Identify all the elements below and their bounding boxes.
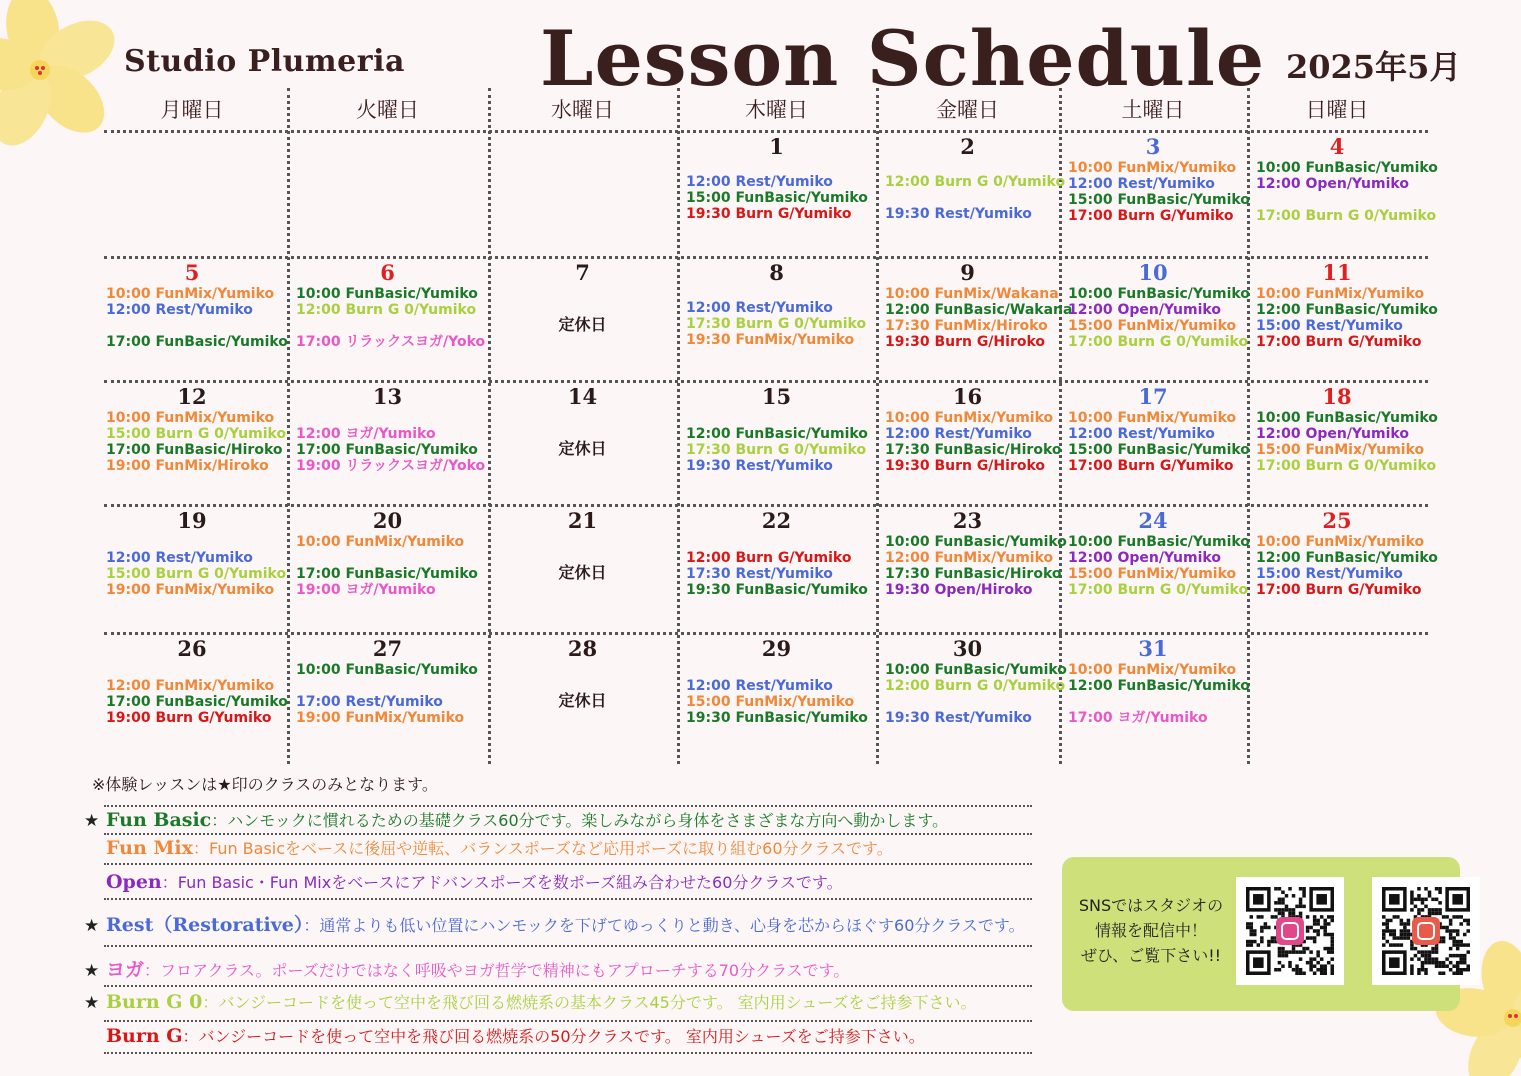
- lesson-entry[interactable]: 12:00 Open/Yumiko: [1068, 550, 1221, 566]
- lesson-entry[interactable]: 12:00 FunMix/Yumiko: [106, 678, 275, 694]
- day-number-16: 16: [952, 384, 983, 409]
- lesson-entry[interactable]: 19:00 ヨガ/Yumiko: [296, 582, 436, 598]
- lesson-entry[interactable]: 12:00 Rest/Yumiko: [106, 550, 253, 566]
- lesson-entry[interactable]: 10:00 FunBasic/Yumiko: [885, 534, 1067, 550]
- day-number-10: 10: [1138, 260, 1168, 285]
- lesson-entry[interactable]: 17:00 FunBasic/Yumiko: [296, 442, 478, 458]
- calendar-icon: [1412, 917, 1440, 945]
- month-label: 2025年5月: [1286, 48, 1462, 86]
- day-number-23: 23: [952, 508, 983, 533]
- lesson-entry[interactable]: 15:00 Burn G 0/Yumiko: [106, 566, 287, 582]
- lesson-entry[interactable]: 17:30 FunBasic/Hiroko: [885, 442, 1062, 458]
- day-number-31: 31: [1138, 636, 1168, 661]
- lesson-entry[interactable]: 19:30 Burn G/Hiroko: [885, 334, 1046, 350]
- day-number-1: 1: [769, 134, 784, 159]
- lesson-entry[interactable]: 10:00 FunMix/Yumiko: [1256, 286, 1425, 302]
- day-number-9: 9: [960, 260, 975, 285]
- lesson-entry[interactable]: 15:00 Rest/Yumiko: [1256, 566, 1403, 582]
- day-number-15: 15: [761, 384, 792, 409]
- lesson-entry[interactable]: 12:00 Open/Yumiko: [1068, 302, 1221, 318]
- lesson-entry[interactable]: 12:00 Rest/Yumiko: [885, 426, 1032, 442]
- legend-class-description: ：Fun Basicをベースに後屈や逆転、バランスポーズなど応用ポーズに取り組む60分クラスです。: [192, 839, 893, 858]
- lesson-entry[interactable]: 12:00 Burn G 0/Yumiko: [885, 678, 1066, 694]
- grid-col-line-3: [876, 88, 879, 764]
- legend-class-name: Rest（Restorative）: [106, 914, 304, 936]
- day-number-4: 4: [1329, 134, 1345, 159]
- lesson-entry[interactable]: 15:00 Rest/Yumiko: [1256, 318, 1403, 334]
- lesson-entry[interactable]: 10:00 FunMix/Yumiko: [296, 534, 465, 550]
- lesson-entry[interactable]: 12:00 Rest/Yumiko: [106, 302, 253, 318]
- lesson-entry[interactable]: 17:00 Burn G/Yumiko: [1068, 458, 1234, 474]
- lesson-entry[interactable]: 17:00 FunBasic/Hiroko: [106, 442, 283, 458]
- lesson-entry[interactable]: 19:30 Rest/Yumiko: [686, 458, 833, 474]
- weekday-header-5: 土曜日: [1121, 98, 1185, 122]
- legend-class-name: Burn G: [106, 1025, 183, 1047]
- lesson-entry[interactable]: 17:00 Burn G/Yumiko: [1256, 334, 1422, 350]
- weekday-header-3: 木曜日: [745, 98, 808, 122]
- grid-row-line-3: [104, 504, 1428, 507]
- lesson-entry[interactable]: 10:00 FunBasic/Yumiko: [1068, 534, 1250, 550]
- calendar-qr-code[interactable]: [1372, 877, 1480, 985]
- legend-divider: [104, 1020, 1032, 1022]
- lesson-entry[interactable]: 15:00 FunBasic/Yumiko: [1068, 442, 1250, 458]
- studio-name: Studio Plumeria: [124, 44, 405, 79]
- lesson-entry[interactable]: 19:30 Burn G/Yumiko: [686, 206, 852, 222]
- weekday-header-4: 金曜日: [936, 98, 999, 122]
- lesson-entry[interactable]: 10:00 FunMix/Wakana: [885, 286, 1059, 302]
- legend-class-name: Burn G 0: [106, 991, 203, 1013]
- trial-star-icon: ★: [84, 961, 100, 981]
- plumeria-flower-top-left: [0, 0, 130, 170]
- lesson-entry[interactable]: 15:00 Burn G 0/Yumiko: [106, 426, 287, 442]
- legend-class-name: Fun Mix: [106, 837, 193, 859]
- lesson-entry[interactable]: 12:00 Rest/Yumiko: [686, 678, 833, 694]
- lesson-entry[interactable]: 17:00 FunBasic/Yumiko: [296, 566, 478, 582]
- lesson-entry[interactable]: 19:30 Burn G/Hiroko: [885, 458, 1046, 474]
- legend-class-description: ：ハンモックに慣れるための基礎クラス60分です。楽しみながら身体をさまざまな方向へ動かします。: [211, 811, 949, 830]
- lesson-entry[interactable]: 12:00 FunBasic/Yumiko: [1256, 550, 1438, 566]
- lesson-entry[interactable]: 10:00 FunBasic/Yumiko: [1068, 286, 1250, 302]
- day-number-11: 11: [1322, 260, 1352, 285]
- instagram-qr-code[interactable]: [1236, 877, 1344, 985]
- lesson-entry[interactable]: 10:00 FunBasic/Yumiko: [1256, 410, 1438, 426]
- lesson-entry[interactable]: 17:00 Burn G/Yumiko: [1256, 582, 1422, 598]
- day-number-25: 25: [1322, 508, 1352, 533]
- lesson-entry[interactable]: 10:00 FunBasic/Yumiko: [885, 662, 1067, 678]
- trial-note: ※体験レッスンは★印のクラスのみとなります。: [92, 775, 438, 794]
- grid-col-line-0: [287, 88, 290, 764]
- legend-class-description: ：通常よりも低い位置にハンモックを下げてゆっくりと動き、心身を芯からほぐす60分クラスです。: [303, 916, 1025, 935]
- day-number-26: 26: [177, 636, 207, 661]
- lesson-entry[interactable]: 10:00 FunMix/Yumiko: [106, 286, 275, 302]
- grid-row-line-2: [104, 380, 1428, 383]
- day-number-2: 2: [960, 134, 975, 159]
- legend-divider: [104, 985, 1032, 987]
- lesson-entry[interactable]: 12:00 Open/Yumiko: [1256, 426, 1409, 442]
- day-number-27: 27: [372, 636, 403, 661]
- legend-class-description: ：バンジーコードを使って空中を飛び回る燃焼系の基本クラス45分です。 室内用シューズをご持参下さい。: [202, 993, 977, 1012]
- grid-col-line-1: [488, 88, 491, 764]
- day-number-8: 8: [769, 260, 784, 285]
- lesson-entry[interactable]: 10:00 FunMix/Yumiko: [1256, 534, 1425, 550]
- lesson-entry[interactable]: 19:30 FunBasic/Yumiko: [686, 582, 868, 598]
- legend-row: [84, 955, 849, 982]
- closed-day-label: 定休日: [558, 691, 607, 710]
- legend-divider: [104, 805, 1032, 807]
- lesson-entry[interactable]: 17:00 Burn G 0/Yumiko: [1068, 334, 1249, 350]
- lesson-entry[interactable]: 15:00 FunMix/Yumiko: [1068, 318, 1237, 334]
- sns-line-3: ぜひ、ご覧下さい!!: [1080, 946, 1222, 965]
- lesson-entry[interactable]: 12:00 Burn G 0/Yumiko: [885, 174, 1066, 190]
- legend-row: [84, 990, 977, 1013]
- lesson-entry[interactable]: 17:00 Burn G 0/Yumiko: [1256, 458, 1437, 474]
- weekday-header-1: 火曜日: [356, 98, 419, 122]
- legend-class-description: ：Fun Basic・Fun Mixをベースにアドバンスポーズを数ポーズ組み合わせた60分クラスです。: [161, 873, 843, 892]
- lesson-entry[interactable]: 10:00 FunBasic/Yumiko: [296, 662, 478, 678]
- day-number-21: 21: [567, 508, 598, 533]
- lesson-entry[interactable]: 19:00 FunMix/Yumiko: [106, 582, 275, 598]
- lesson-entry[interactable]: 12:00 Rest/Yumiko: [1068, 426, 1215, 442]
- lesson-entry[interactable]: 19:30 FunMix/Yumiko: [686, 332, 855, 348]
- legend-row: [84, 808, 948, 831]
- day-number-19: 19: [177, 508, 207, 533]
- lesson-entry[interactable]: 12:00 Rest/Yumiko: [686, 300, 833, 316]
- lesson-entry[interactable]: 12:00 FunBasic/Yumiko: [1256, 302, 1438, 318]
- legend-class-name: Fun Basic: [106, 809, 212, 831]
- day-number-3: 3: [1145, 134, 1161, 159]
- lesson-entry[interactable]: 17:30 Burn G 0/Yumiko: [686, 442, 867, 458]
- closed-day-label: 定休日: [558, 439, 607, 458]
- day-number-7: 7: [575, 260, 590, 285]
- lesson-entry[interactable]: 12:00 FunMix/Yumiko: [885, 550, 1054, 566]
- weekday-header-6: 日曜日: [1305, 98, 1369, 122]
- grid-row-line-1: [104, 256, 1428, 259]
- grid-col-line-2: [677, 88, 680, 764]
- legend-divider: [104, 898, 1032, 900]
- legend-row: [84, 870, 843, 893]
- weekday-header-0: 月曜日: [160, 98, 224, 122]
- lesson-entry[interactable]: 10:00 FunMix/Yumiko: [106, 410, 275, 426]
- legend-row: [84, 836, 893, 859]
- lesson-entry[interactable]: 12:00 Rest/Yumiko: [686, 174, 833, 190]
- trial-star-icon: ★: [84, 811, 100, 831]
- closed-day-label: 定休日: [558, 315, 607, 334]
- legend-class-name: Open: [106, 871, 162, 893]
- lesson-entry[interactable]: 17:00 Burn G/Yumiko: [1068, 208, 1234, 224]
- lesson-entry[interactable]: 12:00 Rest/Yumiko: [1068, 176, 1215, 192]
- lesson-entry[interactable]: 19:30 Rest/Yumiko: [885, 710, 1032, 726]
- lesson-entry[interactable]: 17:00 FunBasic/Yumiko: [106, 694, 288, 710]
- weekday-header-2: 水曜日: [551, 98, 614, 122]
- lesson-entry[interactable]: 10:00 FunBasic/Yumiko: [296, 286, 478, 302]
- sns-line-2: 情報を配信中！: [1094, 921, 1207, 940]
- lesson-entry[interactable]: 17:00 リラックスヨガ/Yoko: [296, 334, 486, 350]
- legend-class-description: ：フロアクラス。ポーズだけではなく呼吸やヨガ哲学で精神にもアプローチする70分クラスです。: [144, 961, 850, 980]
- lesson-entry[interactable]: 17:30 Rest/Yumiko: [686, 566, 833, 582]
- day-number-14: 14: [567, 384, 598, 409]
- lesson-entry[interactable]: 19:30 Open/Hiroko: [885, 582, 1033, 598]
- legend-divider: [104, 945, 1032, 947]
- day-number-29: 29: [761, 636, 792, 661]
- lesson-entry[interactable]: 10:00 FunMix/Yumiko: [1068, 662, 1237, 678]
- lesson-entry[interactable]: 12:00 Open/Yumiko: [1256, 176, 1409, 192]
- lesson-entry[interactable]: 17:00 ヨガ/Yumiko: [1068, 710, 1208, 726]
- day-number-6: 6: [380, 260, 395, 285]
- lesson-entry[interactable]: 15:00 FunMix/Yumiko: [1068, 566, 1237, 582]
- lesson-entry[interactable]: 15:00 FunMix/Yumiko: [1256, 442, 1425, 458]
- day-number-20: 20: [372, 508, 403, 533]
- legend-row: [84, 1024, 925, 1047]
- sns-line-1: SNSではスタジオの: [1078, 896, 1224, 915]
- day-number-18: 18: [1322, 384, 1352, 409]
- lesson-entry[interactable]: 17:30 Burn G 0/Yumiko: [686, 316, 867, 332]
- lesson-entry[interactable]: 17:00 Burn G 0/Yumiko: [1068, 582, 1249, 598]
- lesson-entry[interactable]: 12:00 Burn G/Yumiko: [686, 550, 852, 566]
- sns-text: [1070, 893, 1232, 968]
- lesson-entry[interactable]: 17:00 FunBasic/Yumiko: [106, 334, 288, 350]
- lesson-entry[interactable]: 19:30 Rest/Yumiko: [885, 206, 1032, 222]
- closed-day-label: 定休日: [558, 563, 607, 582]
- legend-class-description: ：バンジーコードを使って空中を飛び回る燃焼系の50分クラスです。 室内用シューズをご持参下さい。: [182, 1027, 925, 1046]
- page-title: Lesson Schedule: [540, 14, 1266, 103]
- trial-star-icon: ★: [84, 916, 100, 936]
- lesson-entry[interactable]: 17:30 FunBasic/Hiroko: [885, 566, 1062, 582]
- legend-divider: [104, 833, 1032, 835]
- legend-divider: [104, 1052, 1032, 1054]
- legend-divider: [104, 863, 1032, 865]
- day-number-17: 17: [1138, 384, 1168, 409]
- lesson-entry[interactable]: 10:00 FunMix/Yumiko: [885, 410, 1054, 426]
- grid-row-line-4: [104, 632, 1428, 635]
- day-number-30: 30: [952, 636, 983, 661]
- instagram-icon: [1276, 917, 1304, 945]
- lesson-entry[interactable]: 19:00 リラックスヨガ/Yoko: [296, 458, 486, 474]
- trial-star-icon: ★: [84, 993, 100, 1013]
- day-number-24: 24: [1138, 508, 1168, 533]
- lesson-entry[interactable]: 15:00 FunBasic/Yumiko: [686, 190, 868, 206]
- day-number-12: 12: [177, 384, 207, 409]
- lesson-entry[interactable]: 12:00 FunBasic/Wakana: [885, 302, 1073, 318]
- legend-row: [84, 910, 1025, 937]
- lesson-entry[interactable]: 17:00 Burn G 0/Yumiko: [1256, 208, 1437, 224]
- lesson-entry[interactable]: 10:00 FunBasic/Yumiko: [1256, 160, 1438, 176]
- lesson-entry[interactable]: 10:00 FunMix/Yumiko: [1068, 160, 1237, 176]
- grid-col-line-5: [1247, 88, 1250, 764]
- lesson-entry[interactable]: 19:00 FunMix/Yumiko: [296, 710, 465, 726]
- lesson-entry[interactable]: 15:00 FunMix/Yumiko: [686, 694, 855, 710]
- lesson-entry[interactable]: 19:30 FunBasic/Yumiko: [686, 710, 868, 726]
- lesson-entry[interactable]: 19:00 Burn G/Yumiko: [106, 710, 272, 726]
- grid-row-line-0: [104, 130, 1428, 133]
- day-number-28: 28: [567, 636, 598, 661]
- lesson-entry[interactable]: 12:00 ヨガ/Yumiko: [296, 426, 436, 442]
- lesson-entry[interactable]: 17:30 FunMix/Hiroko: [885, 318, 1048, 334]
- lesson-entry[interactable]: 17:00 Rest/Yumiko: [296, 694, 443, 710]
- legend-class-name: ヨガ: [106, 959, 145, 981]
- lesson-entry[interactable]: 10:00 FunMix/Yumiko: [1068, 410, 1237, 426]
- lesson-entry[interactable]: 12:00 FunBasic/Yumiko: [686, 426, 868, 442]
- day-number-13: 13: [372, 384, 403, 409]
- lesson-entry[interactable]: 19:00 FunMix/Hiroko: [106, 458, 269, 474]
- lesson-entry[interactable]: 12:00 Burn G 0/Yumiko: [296, 302, 477, 318]
- lesson-entry[interactable]: 12:00 FunBasic/Yumiko: [1068, 678, 1250, 694]
- day-number-22: 22: [761, 508, 792, 533]
- lesson-entry[interactable]: 15:00 FunBasic/Yumiko: [1068, 192, 1250, 208]
- day-number-5: 5: [184, 260, 200, 285]
